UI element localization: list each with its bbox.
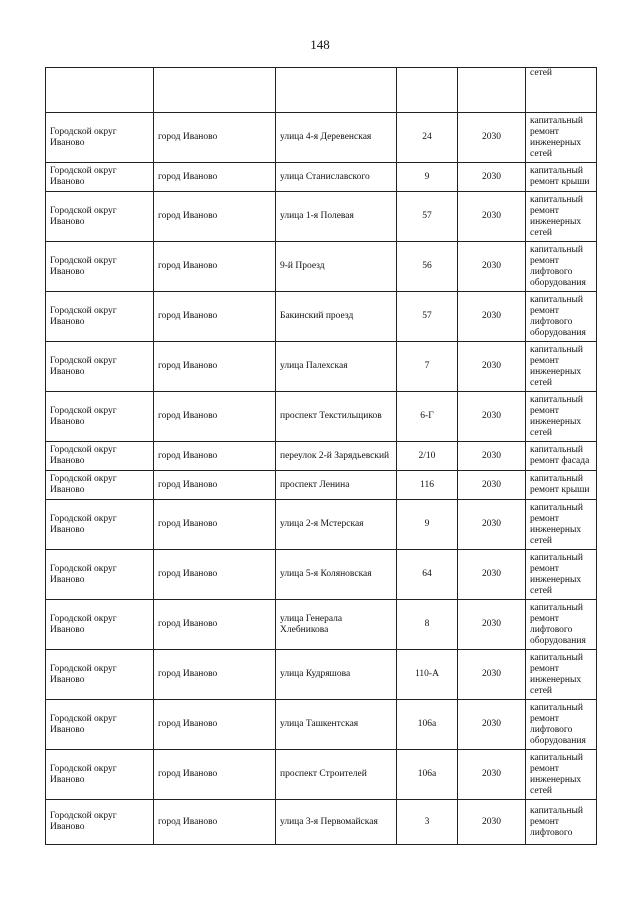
cell-locality: город Иваново [154,550,276,600]
cell-work: капитальный ремонт лифтового оборудования [526,600,597,650]
cell-year: 2030 [458,442,526,471]
cell-year: 2030 [458,192,526,242]
table-row [46,700,597,750]
table-row [46,163,597,192]
cell-house: 6-Г [397,392,458,442]
cell-house: 9 [397,163,458,192]
table-row [46,442,597,471]
cell-street: улица Кудряшова [276,650,397,700]
cell-district: Городской округ Иваново [46,242,154,292]
cell-locality: город Иваново [154,192,276,242]
table-row [46,600,597,650]
cell-year: 2030 [458,242,526,292]
cell-work: капитальный ремонт инженерных сетей [526,192,597,242]
cell-district: Городской округ Иваново [46,471,154,500]
cell-work: капитальный ремонт инженерных сетей [526,113,597,163]
cell-street [276,68,397,113]
cell-year: 2030 [458,600,526,650]
cell-house: 57 [397,292,458,342]
cell-locality: город Иваново [154,600,276,650]
cell-work: капитальный ремонт лифтового оборудования [526,292,597,342]
cell-street: улица 5-я Коляновская [276,550,397,600]
cell-street: проспект Текстильщиков [276,392,397,442]
cell-locality: город Иваново [154,471,276,500]
cell-year: 2030 [458,750,526,800]
cell-locality: город Иваново [154,700,276,750]
cell-locality: город Иваново [154,650,276,700]
cell-house: 24 [397,113,458,163]
cell-work: капитальный ремонт лифтового оборудования [526,700,597,750]
cell-district: Городской округ Иваново [46,113,154,163]
cell-district: Городской округ Иваново [46,500,154,550]
cell-year: 2030 [458,650,526,700]
cell-street: улица 3-я Первомайская [276,800,397,845]
table-body [46,68,597,845]
cell-house: 106а [397,700,458,750]
page-number: 148 [310,37,330,52]
housing-repair-table [45,67,597,845]
table-row [46,192,597,242]
cell-locality: город Иваново [154,242,276,292]
cell-house: 8 [397,600,458,650]
cell-year: 2030 [458,800,526,845]
cell-year: 2030 [458,342,526,392]
cell-street: переулок 2-й Зарядьевский [276,442,397,471]
cell-locality: город Иваново [154,163,276,192]
cell-work: капитальный ремонт инженерных сетей [526,392,597,442]
cell-street: улица Генерала Хлебникова [276,600,397,650]
cell-district: Городской округ Иваново [46,192,154,242]
cell-work: капитальный ремонт инженерных сетей [526,500,597,550]
cell-street: улица 4-я Деревенская [276,113,397,163]
table-row [46,650,597,700]
cell-street: проспект Строителей [276,750,397,800]
table-row [46,800,597,845]
cell-house: 56 [397,242,458,292]
cell-street: проспект Ленина [276,471,397,500]
cell-street: улица 2-я Мстерская [276,500,397,550]
cell-district: Городской округ Иваново [46,392,154,442]
cell-district: Городской округ Иваново [46,550,154,600]
cell-year: 2030 [458,292,526,342]
cell-locality: город Иваново [154,392,276,442]
table-row [46,342,597,392]
cell-district: Городской округ Иваново [46,700,154,750]
cell-house: 116 [397,471,458,500]
cell-house [397,68,458,113]
table-row [46,500,597,550]
cell-street: улица Станиславского [276,163,397,192]
cell-work: капитальный ремонт крыши [526,471,597,500]
cell-street: улица 1-я Полевая [276,192,397,242]
cell-house: 9 [397,500,458,550]
table-row [46,113,597,163]
cell-district [46,68,154,113]
cell-locality: город Иваново [154,750,276,800]
cell-year: 2030 [458,500,526,550]
cell-work: капитальный ремонт инженерных сетей [526,750,597,800]
cell-locality: город Иваново [154,800,276,845]
cell-year: 2030 [458,471,526,500]
cell-work: капитальный ремонт лифтового [526,800,597,845]
cell-district: Городской округ Иваново [46,442,154,471]
cell-district: Городской округ Иваново [46,163,154,192]
cell-street: улица Ташкентская [276,700,397,750]
cell-work: капитальный ремонт инженерных сетей [526,650,597,700]
cell-year: 2030 [458,392,526,442]
cell-locality: город Иваново [154,292,276,342]
table-row [46,292,597,342]
cell-locality: город Иваново [154,500,276,550]
cell-house: 64 [397,550,458,600]
cell-house: 2/10 [397,442,458,471]
table-row [46,550,597,600]
cell-house: 110-А [397,650,458,700]
table-row [46,750,597,800]
cell-district: Городской округ Иваново [46,292,154,342]
table-row [46,392,597,442]
cell-year: 2030 [458,163,526,192]
cell-locality: город Иваново [154,113,276,163]
cell-work: капитальный ремонт инженерных сетей [526,550,597,600]
cell-year [458,68,526,113]
cell-district: Городской округ Иваново [46,342,154,392]
cell-street: улица Палехская [276,342,397,392]
cell-street: Бакинский проезд [276,292,397,342]
cell-district: Городской округ Иваново [46,650,154,700]
cell-house: 3 [397,800,458,845]
cell-year: 2030 [458,700,526,750]
cell-house: 106а [397,750,458,800]
cell-work: капитальный ремонт лифтового оборудования [526,242,597,292]
cell-work: капитальный ремонт инженерных сетей [526,342,597,392]
cell-house: 7 [397,342,458,392]
cell-work: капитальный ремонт фасада [526,442,597,471]
cell-work: сетей [526,68,597,113]
cell-work: капитальный ремонт крыши [526,163,597,192]
table-row [46,242,597,292]
cell-year: 2030 [458,550,526,600]
cell-district: Городской округ Иваново [46,600,154,650]
table-row [46,471,597,500]
table-row-continuation [46,68,597,113]
cell-district: Городской округ Иваново [46,750,154,800]
cell-year: 2030 [458,113,526,163]
cell-locality: город Иваново [154,342,276,392]
cell-district: Городской округ Иваново [46,800,154,845]
cell-street: 9-й Проезд [276,242,397,292]
cell-locality [154,68,276,113]
cell-house: 57 [397,192,458,242]
cell-locality: город Иваново [154,442,276,471]
